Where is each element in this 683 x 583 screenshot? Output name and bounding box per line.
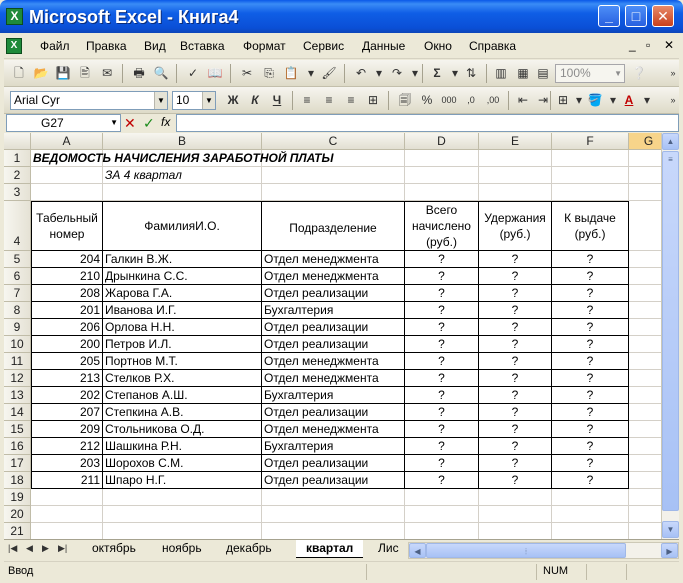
grid-cell[interactable] bbox=[552, 150, 629, 167]
employee-name[interactable]: Стольникова О.Д. bbox=[103, 421, 262, 438]
enter-icon[interactable]: ✓ bbox=[143, 115, 155, 131]
department[interactable]: Отдел реализации bbox=[262, 285, 405, 302]
employee-name[interactable]: Жарова Г.А. bbox=[103, 285, 262, 302]
payout[interactable]: ? bbox=[552, 302, 629, 319]
grid-cell[interactable] bbox=[552, 506, 629, 523]
scroll-down-icon[interactable]: ▼ bbox=[662, 521, 679, 538]
align-right-icon[interactable]: ≡ bbox=[347, 93, 355, 107]
menu-bar bbox=[4, 35, 679, 59]
grid-cell[interactable] bbox=[103, 523, 262, 539]
scroll-thumb[interactable]: ≡ bbox=[662, 151, 679, 511]
num-lock-indicator: NUM bbox=[543, 565, 569, 577]
grid-cell[interactable] bbox=[629, 489, 661, 506]
standard-toolbar bbox=[4, 60, 679, 87]
employee-name[interactable]: Дрынкина С.С. bbox=[103, 268, 262, 285]
row-header[interactable]: 13 bbox=[4, 387, 31, 404]
increase-indent-icon[interactable]: ⇥ bbox=[537, 93, 549, 107]
title-bar bbox=[0, 0, 683, 33]
grid-cell[interactable] bbox=[479, 489, 552, 506]
next-sheet-icon[interactable]: ▶ bbox=[42, 543, 49, 553]
deductions[interactable]: ? bbox=[479, 370, 552, 387]
total-accrued[interactable]: ? bbox=[405, 251, 479, 268]
percent-icon[interactable]: % bbox=[421, 93, 433, 107]
row-header[interactable]: 1 bbox=[4, 150, 31, 167]
deductions[interactable]: ? bbox=[479, 302, 552, 319]
grid-cell[interactable] bbox=[103, 184, 262, 201]
employee-name[interactable]: Петров И.Л. bbox=[103, 336, 262, 353]
sheet-tab[interactable]: декабрь bbox=[226, 541, 272, 555]
column-header[interactable]: B bbox=[103, 133, 262, 150]
autosum-dropdown-icon[interactable]: ▾ bbox=[451, 66, 459, 80]
font-name-select[interactable] bbox=[10, 91, 168, 110]
total-accrued[interactable]: ? bbox=[405, 353, 479, 370]
department[interactable]: Отдел менеджмента bbox=[262, 268, 405, 285]
employee-number[interactable]: 209 bbox=[31, 421, 103, 438]
total-accrued[interactable]: ? bbox=[405, 404, 479, 421]
redo-icon[interactable]: ↷ bbox=[391, 66, 403, 80]
sheet-tab-bar bbox=[4, 539, 679, 560]
deductions[interactable]: ? bbox=[479, 251, 552, 268]
status-panel bbox=[586, 564, 626, 580]
format-painter-icon[interactable]: 🖌 bbox=[321, 66, 337, 80]
open-icon[interactable]: 📂 bbox=[33, 66, 49, 80]
grid-cell[interactable] bbox=[262, 506, 405, 523]
row-header[interactable]: 21 bbox=[4, 523, 31, 539]
grid-cell[interactable] bbox=[629, 319, 661, 336]
scroll-right-icon[interactable]: ▶ bbox=[661, 543, 678, 558]
grid-cell[interactable] bbox=[262, 489, 405, 506]
table-header-cell[interactable]: Удержания (руб.) bbox=[479, 201, 552, 251]
department[interactable]: Отдел реализации bbox=[262, 472, 405, 489]
deductions[interactable]: ? bbox=[479, 404, 552, 421]
department[interactable]: Отдел менеджмента bbox=[262, 370, 405, 387]
chevron-down-icon: ▼ bbox=[202, 92, 215, 109]
insert-function-button[interactable]: fx bbox=[161, 115, 171, 129]
payout[interactable]: ? bbox=[552, 404, 629, 421]
zoom-select[interactable] bbox=[555, 64, 625, 83]
grid-cell[interactable] bbox=[552, 184, 629, 201]
permission-icon[interactable]: 🖹 bbox=[80, 66, 90, 80]
employee-name[interactable]: Степкина А.В. bbox=[103, 404, 262, 421]
name-box[interactable] bbox=[6, 114, 121, 132]
payout[interactable]: ? bbox=[552, 251, 629, 268]
department[interactable]: Отдел реализации bbox=[262, 336, 405, 353]
first-sheet-icon[interactable]: |◀ bbox=[8, 543, 18, 553]
prev-sheet-icon[interactable]: ◀ bbox=[26, 543, 33, 553]
employee-name[interactable]: Портнов М.Т. bbox=[103, 353, 262, 370]
email-icon[interactable]: ✉ bbox=[101, 66, 113, 80]
row-header[interactable]: 2 bbox=[4, 167, 31, 184]
spelling-icon[interactable]: ✓ bbox=[187, 66, 199, 80]
excel-icon[interactable]: X bbox=[6, 8, 23, 25]
table-header-cell[interactable]: Табельный номер bbox=[31, 201, 103, 251]
sheet-tab[interactable]: ноябрь bbox=[162, 541, 202, 555]
employee-number[interactable]: 210 bbox=[31, 268, 103, 285]
close-button[interactable]: ✕ bbox=[652, 5, 674, 27]
underline-icon[interactable]: Ч bbox=[272, 93, 282, 107]
grid-cell[interactable] bbox=[262, 523, 405, 539]
grid-cell[interactable] bbox=[103, 489, 262, 506]
row-header[interactable]: 11 bbox=[4, 353, 31, 370]
autosum-icon[interactable]: Σ bbox=[433, 66, 441, 80]
total-accrued[interactable]: ? bbox=[405, 455, 479, 472]
payout[interactable]: ? bbox=[552, 421, 629, 438]
table-header-cell[interactable]: Подразделение bbox=[262, 201, 405, 251]
grid-cell[interactable] bbox=[629, 455, 661, 472]
minimize-button[interactable]: _ bbox=[598, 5, 620, 27]
column-header[interactable]: D bbox=[405, 133, 479, 150]
grid-cell[interactable] bbox=[405, 150, 479, 167]
window-title: Microsoft Excel - Книга4 bbox=[29, 7, 239, 27]
total-accrued[interactable]: ? bbox=[405, 438, 479, 455]
total-accrued[interactable]: ? bbox=[405, 472, 479, 489]
grid-cell[interactable] bbox=[629, 336, 661, 353]
font-size-value: 10 bbox=[176, 93, 190, 107]
payout[interactable]: ? bbox=[552, 353, 629, 370]
cut-icon[interactable]: ✂ bbox=[241, 66, 253, 80]
maximize-button[interactable]: □ bbox=[625, 5, 647, 27]
menu-file[interactable]: Файл bbox=[40, 39, 70, 53]
menu-help[interactable]: Справка bbox=[469, 39, 517, 53]
payout[interactable]: ? bbox=[552, 285, 629, 302]
employee-number[interactable]: 201 bbox=[31, 302, 103, 319]
department[interactable]: Отдел реализации bbox=[262, 319, 405, 336]
font-name-value: Arial Cyr bbox=[14, 93, 61, 107]
row-header[interactable]: 6 bbox=[4, 268, 31, 285]
fill-color-icon[interactable]: 🪣 bbox=[587, 93, 603, 107]
increase-decimal-icon[interactable]: ,0 bbox=[467, 95, 475, 105]
grid-cell[interactable] bbox=[479, 150, 552, 167]
total-accrued[interactable]: ? bbox=[405, 336, 479, 353]
sheet-tab[interactable]: Лис bbox=[378, 541, 399, 555]
print-preview-icon[interactable]: 🔍 bbox=[153, 66, 169, 80]
employee-number[interactable]: 208 bbox=[31, 285, 103, 302]
grid-cell[interactable] bbox=[629, 302, 661, 319]
grid-cell[interactable] bbox=[405, 506, 479, 523]
italic-icon[interactable]: К bbox=[251, 93, 259, 107]
grid-cell[interactable] bbox=[552, 523, 629, 539]
payout[interactable]: ? bbox=[552, 455, 629, 472]
grid-cell[interactable] bbox=[479, 523, 552, 539]
grid-cell[interactable] bbox=[262, 167, 405, 184]
menu-edit[interactable]: Правка bbox=[86, 39, 127, 53]
row-header[interactable]: 18 bbox=[4, 472, 31, 489]
employee-name[interactable]: Степанов А.Ш. bbox=[103, 387, 262, 404]
table-header-cell[interactable]: Всего начислено (руб.) bbox=[405, 201, 479, 251]
row-header[interactable]: 20 bbox=[4, 506, 31, 523]
zoom-value: 100% bbox=[560, 66, 591, 80]
total-accrued[interactable]: ? bbox=[405, 370, 479, 387]
table-header-cell[interactable]: ФамилияИ.О. bbox=[103, 201, 262, 251]
column-header[interactable]: F bbox=[552, 133, 629, 150]
name-box-value: G27 bbox=[41, 116, 64, 130]
employee-number[interactable]: 206 bbox=[31, 319, 103, 336]
payout[interactable]: ? bbox=[552, 268, 629, 285]
row-header[interactable]: 15 bbox=[4, 421, 31, 438]
horizontal-scrollbar[interactable] bbox=[408, 542, 679, 559]
payout[interactable]: ? bbox=[552, 319, 629, 336]
total-accrued[interactable]: ? bbox=[405, 421, 479, 438]
status-panel bbox=[366, 564, 536, 580]
employee-name[interactable]: Шашкина Р.Н. bbox=[103, 438, 262, 455]
grid-cell[interactable] bbox=[629, 506, 661, 523]
menu-tools[interactable]: Сервис bbox=[303, 39, 345, 53]
deductions[interactable]: ? bbox=[479, 472, 552, 489]
save-icon[interactable]: 💾 bbox=[55, 66, 71, 80]
row-header[interactable]: 19 bbox=[4, 489, 31, 506]
table-icon[interactable]: ▤ bbox=[537, 66, 549, 80]
align-left-icon[interactable]: ≡ bbox=[303, 93, 311, 107]
doc-close-button[interactable]: ✕ bbox=[664, 38, 675, 52]
department[interactable]: Отдел реализации bbox=[262, 455, 405, 472]
employee-number[interactable]: 200 bbox=[31, 336, 103, 353]
toolbar-options-icon[interactable]: » bbox=[670, 95, 676, 105]
department[interactable]: Отдел менеджмента bbox=[262, 421, 405, 438]
total-accrued[interactable]: ? bbox=[405, 285, 479, 302]
row-header[interactable]: 3 bbox=[4, 184, 31, 201]
payout[interactable]: ? bbox=[552, 472, 629, 489]
worksheet-grid[interactable] bbox=[4, 133, 661, 539]
redo-dropdown-icon[interactable]: ▾ bbox=[411, 66, 419, 80]
undo-dropdown-icon[interactable]: ▾ bbox=[375, 66, 383, 80]
chevron-down-icon[interactable]: ▾ bbox=[609, 93, 617, 107]
grid-cell[interactable] bbox=[262, 184, 405, 201]
chevron-down-icon: ▼ bbox=[614, 69, 622, 78]
status-panel bbox=[626, 564, 666, 580]
sheet-title[interactable]: ВЕДОМОСТЬ НАЧИСЛЕНИЯ ЗАРАБОТНОЙ ПЛАТЫ bbox=[33, 151, 334, 165]
row-header[interactable]: 14 bbox=[4, 404, 31, 421]
doc-minimize-button[interactable]: _ bbox=[629, 38, 636, 52]
grid-cell[interactable] bbox=[405, 184, 479, 201]
employee-name[interactable]: Иванова И.Г. bbox=[103, 302, 262, 319]
merge-center-icon[interactable]: ⊞ bbox=[367, 93, 379, 107]
sort-ascending-icon[interactable]: ⇅ bbox=[465, 66, 477, 80]
employee-number[interactable]: 203 bbox=[31, 455, 103, 472]
scroll-left-icon[interactable]: ◀ bbox=[409, 543, 426, 558]
research-icon[interactable]: 📖 bbox=[207, 66, 223, 80]
employee-number[interactable]: 211 bbox=[31, 472, 103, 489]
grid-cell[interactable] bbox=[31, 506, 103, 523]
total-accrued[interactable]: ? bbox=[405, 319, 479, 336]
department[interactable]: Бухгалтерия bbox=[262, 302, 405, 319]
formula-bar bbox=[4, 114, 679, 133]
grid-cell[interactable] bbox=[31, 184, 103, 201]
cancel-icon[interactable]: ✕ bbox=[124, 115, 136, 131]
menu-view[interactable]: Вид bbox=[144, 39, 166, 53]
department[interactable]: Отдел менеджмента bbox=[262, 353, 405, 370]
menu-insert[interactable]: Вставка bbox=[180, 39, 225, 53]
grid-cell[interactable] bbox=[629, 268, 661, 285]
chevron-down-icon[interactable]: ▾ bbox=[643, 93, 651, 107]
grid-cell[interactable] bbox=[629, 523, 661, 539]
status-mode: Ввод bbox=[8, 565, 34, 577]
employee-name[interactable]: Орлова Н.Н. bbox=[103, 319, 262, 336]
thousands-icon[interactable]: 000 bbox=[441, 95, 457, 105]
chevron-down-icon: ▼ bbox=[110, 118, 118, 127]
payout[interactable]: ? bbox=[552, 370, 629, 387]
table-header-cell[interactable]: К выдаче (руб.) bbox=[552, 201, 629, 251]
column-header[interactable]: A bbox=[31, 133, 103, 150]
grid-cell[interactable] bbox=[31, 167, 103, 184]
total-accrued[interactable]: ? bbox=[405, 268, 479, 285]
grid-cell[interactable] bbox=[629, 353, 661, 370]
document-icon[interactable]: X bbox=[6, 38, 22, 54]
row-header[interactable]: 4 bbox=[4, 201, 31, 251]
drawing-icon[interactable]: ▦ bbox=[517, 66, 529, 80]
grid-cell[interactable] bbox=[629, 251, 661, 268]
font-size-select[interactable] bbox=[172, 91, 216, 110]
deductions[interactable]: ? bbox=[479, 285, 552, 302]
deductions[interactable]: ? bbox=[479, 353, 552, 370]
department[interactable]: Отдел реализации bbox=[262, 404, 405, 421]
employee-number[interactable]: 205 bbox=[31, 353, 103, 370]
column-header[interactable]: G bbox=[629, 133, 661, 150]
sheet-subtitle[interactable]: ЗА 4 квартал bbox=[105, 168, 182, 182]
row-header[interactable]: 5 bbox=[4, 251, 31, 268]
grid-cell[interactable] bbox=[629, 404, 661, 421]
vertical-scrollbar[interactable] bbox=[661, 133, 679, 539]
grid-cell[interactable] bbox=[629, 472, 661, 489]
hscroll-thumb[interactable]: ⦙ bbox=[426, 543, 626, 558]
deductions[interactable]: ? bbox=[479, 387, 552, 404]
grid-cell[interactable] bbox=[479, 506, 552, 523]
row-header[interactable]: 10 bbox=[4, 336, 31, 353]
grid-cell[interactable] bbox=[629, 421, 661, 438]
employee-number[interactable]: 212 bbox=[31, 438, 103, 455]
decrease-decimal-icon[interactable]: ,00 bbox=[486, 95, 500, 105]
decrease-indent-icon[interactable]: ⇤ bbox=[517, 93, 529, 107]
align-center-icon[interactable]: ≡ bbox=[325, 93, 333, 107]
grid-cell[interactable] bbox=[31, 523, 103, 539]
grid-cell[interactable] bbox=[629, 184, 661, 201]
grid-cell[interactable] bbox=[552, 167, 629, 184]
grid-cell[interactable] bbox=[629, 201, 661, 251]
payout[interactable]: ? bbox=[552, 336, 629, 353]
grid-cell[interactable] bbox=[405, 523, 479, 539]
total-accrued[interactable]: ? bbox=[405, 302, 479, 319]
status-panel bbox=[536, 564, 586, 580]
payout[interactable]: ? bbox=[552, 438, 629, 455]
grid-cell[interactable] bbox=[629, 438, 661, 455]
employee-number[interactable]: 207 bbox=[31, 404, 103, 421]
row-header[interactable]: 8 bbox=[4, 302, 31, 319]
menu-format[interactable]: Формат bbox=[243, 39, 286, 53]
deductions[interactable]: ? bbox=[479, 336, 552, 353]
employee-name[interactable]: Шорохов С.М. bbox=[103, 455, 262, 472]
row-header[interactable]: 12 bbox=[4, 370, 31, 387]
grid-cell[interactable] bbox=[552, 489, 629, 506]
copy-icon[interactable]: ⎘ bbox=[264, 66, 274, 80]
grid-cell[interactable] bbox=[629, 167, 661, 184]
deductions[interactable]: ? bbox=[479, 319, 552, 336]
menu-data[interactable]: Данные bbox=[362, 39, 406, 53]
chart-wizard-icon[interactable]: ▥ bbox=[495, 66, 507, 80]
grid-cell[interactable] bbox=[103, 506, 262, 523]
font-color-icon[interactable]: A bbox=[624, 93, 634, 107]
grid-cell[interactable] bbox=[629, 370, 661, 387]
employee-name[interactable]: Галкин В.Ж. bbox=[103, 251, 262, 268]
sheet-tab[interactable]: октябрь bbox=[92, 541, 136, 555]
row-header[interactable]: 17 bbox=[4, 455, 31, 472]
paste-options-icon[interactable]: ▾ bbox=[307, 66, 315, 80]
grid-cell[interactable] bbox=[629, 285, 661, 302]
grid-cell[interactable] bbox=[31, 489, 103, 506]
employee-number[interactable]: 204 bbox=[31, 251, 103, 268]
grid-cell[interactable] bbox=[479, 184, 552, 201]
sheet-tab-active[interactable]: квартал bbox=[296, 540, 363, 558]
formatting-toolbar bbox=[4, 87, 679, 114]
bold-icon[interactable]: Ж bbox=[227, 93, 239, 107]
employee-name[interactable]: Стелков Р.Х. bbox=[103, 370, 262, 387]
new-icon[interactable]: 🗋 bbox=[14, 66, 24, 80]
department[interactable]: Отдел менеджмента bbox=[262, 251, 405, 268]
undo-icon[interactable]: ↶ bbox=[355, 66, 367, 80]
deductions[interactable]: ? bbox=[479, 421, 552, 438]
grid-cell[interactable] bbox=[405, 489, 479, 506]
employee-number[interactable]: 213 bbox=[31, 370, 103, 387]
help-icon[interactable]: ❔ bbox=[631, 66, 647, 80]
row-header[interactable]: 16 bbox=[4, 438, 31, 455]
column-header[interactable]: E bbox=[479, 133, 552, 150]
currency-icon[interactable]: 🗐 bbox=[399, 93, 411, 107]
doc-restore-button[interactable]: ▫ bbox=[646, 38, 651, 52]
deductions[interactable]: ? bbox=[479, 455, 552, 472]
chevron-down-icon[interactable]: ▾ bbox=[575, 93, 583, 107]
grid-cell[interactable] bbox=[405, 167, 479, 184]
formula-input[interactable] bbox=[176, 114, 679, 132]
scroll-up-icon[interactable]: ▲ bbox=[662, 133, 679, 150]
payout[interactable]: ? bbox=[552, 387, 629, 404]
row-header[interactable]: 9 bbox=[4, 319, 31, 336]
column-header[interactable]: C bbox=[262, 133, 405, 150]
menu-window[interactable]: Окно bbox=[424, 39, 452, 53]
grid-cell[interactable] bbox=[629, 387, 661, 404]
deductions[interactable]: ? bbox=[479, 438, 552, 455]
deductions[interactable]: ? bbox=[479, 268, 552, 285]
toolbar-options-icon[interactable]: » bbox=[670, 68, 676, 78]
department[interactable]: Бухгалтерия bbox=[262, 438, 405, 455]
grid-cell[interactable] bbox=[629, 150, 661, 167]
department[interactable]: Бухгалтерия bbox=[262, 387, 405, 404]
employee-number[interactable]: 202 bbox=[31, 387, 103, 404]
total-accrued[interactable]: ? bbox=[405, 387, 479, 404]
borders-icon[interactable]: ⊞ bbox=[557, 93, 569, 107]
select-all-corner[interactable] bbox=[4, 133, 31, 150]
status-bar bbox=[4, 561, 679, 581]
employee-name[interactable]: Шпаро Н.Г. bbox=[103, 472, 262, 489]
paste-icon[interactable]: 📋 bbox=[283, 66, 299, 80]
row-header[interactable]: 7 bbox=[4, 285, 31, 302]
chevron-down-icon: ▼ bbox=[154, 92, 167, 109]
grid-cell[interactable] bbox=[479, 167, 552, 184]
last-sheet-icon[interactable]: ▶| bbox=[58, 543, 68, 553]
print-icon[interactable]: 🖶 bbox=[133, 66, 145, 80]
